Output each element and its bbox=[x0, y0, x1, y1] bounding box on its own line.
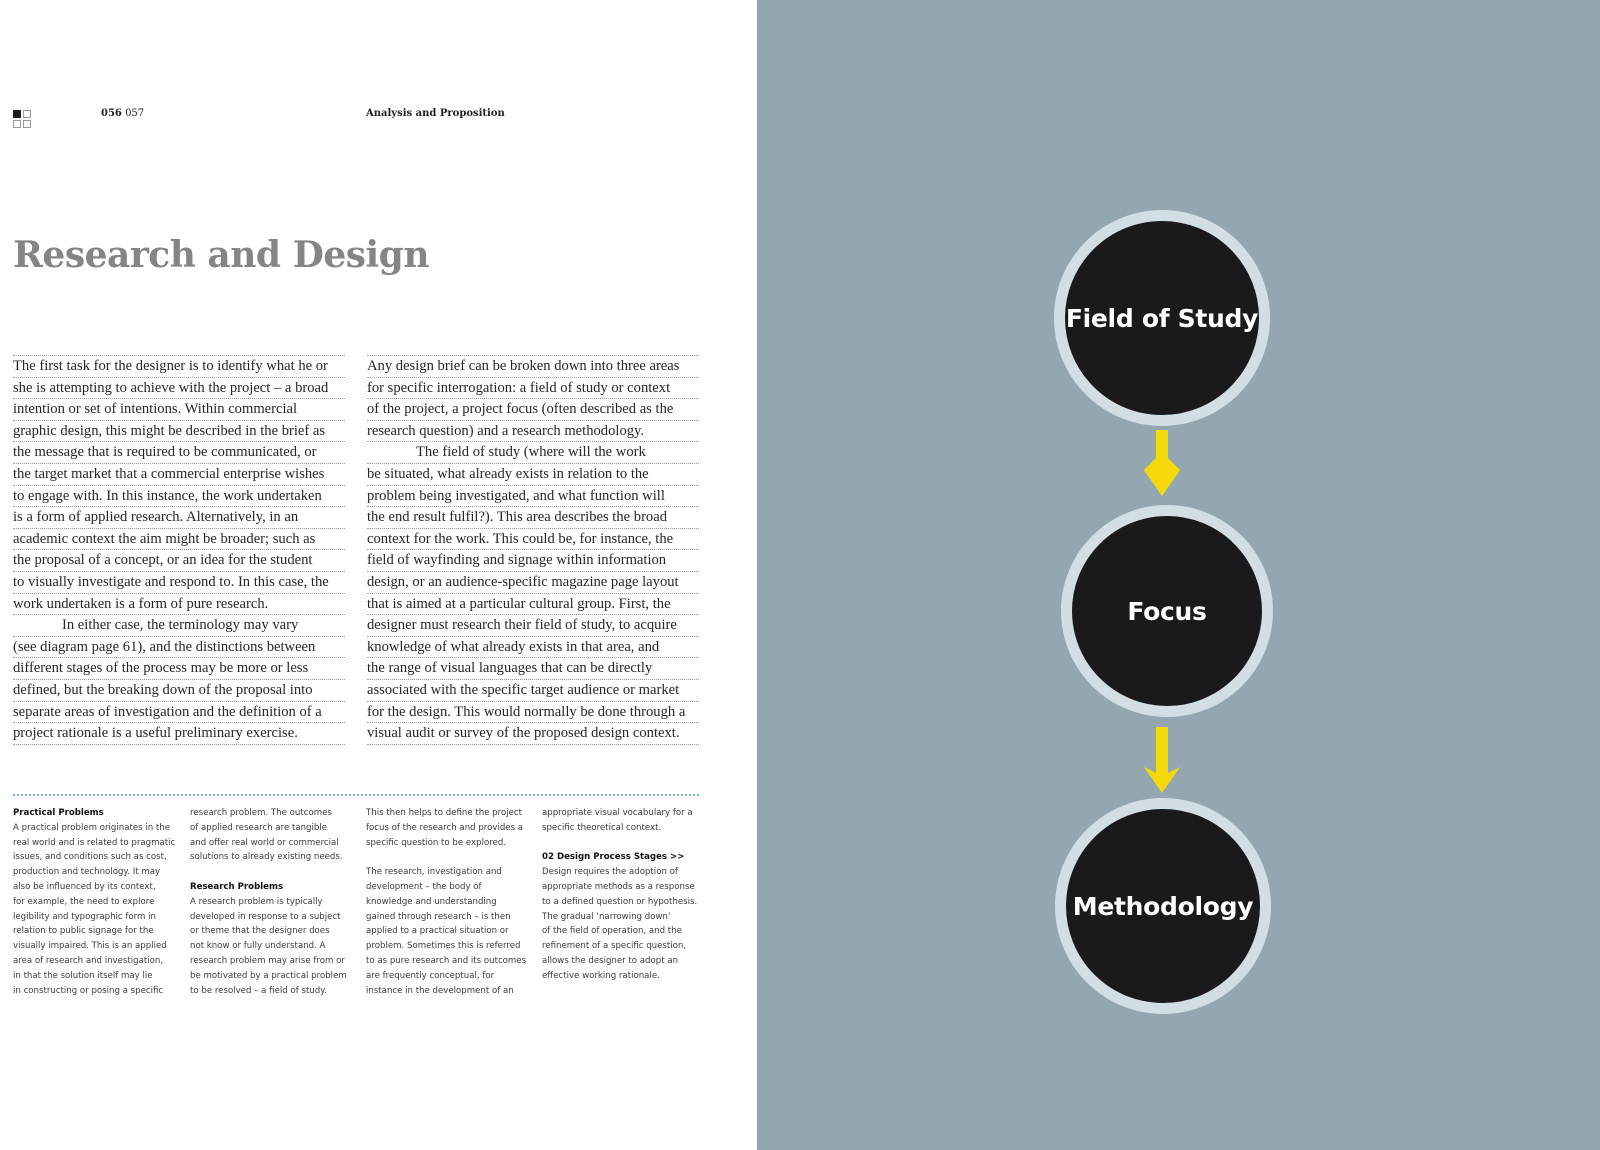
text-line: be motivated by a practical problem bbox=[190, 970, 347, 981]
text-line: design, or an audience-specific magazine page layout bbox=[367, 572, 699, 594]
text-line: in that the solution itself may lie bbox=[13, 970, 153, 981]
text-line: that is aimed at a particular cultural group. First, the bbox=[367, 594, 699, 616]
text-line: The first task for the designer is to identify what he or bbox=[13, 356, 345, 378]
text-line: applied to a practical situation or bbox=[366, 926, 509, 937]
text-line: work undertaken is a form of pure research. bbox=[13, 594, 345, 616]
text-line: to visually investigate and respond to. In this case, the bbox=[13, 572, 345, 594]
node-label: Focus bbox=[1127, 596, 1207, 626]
text-line: allows the designer to adopt an bbox=[542, 955, 679, 966]
text-line: not know or fully understand. A bbox=[190, 941, 326, 952]
text-line: the proposal of a concept, or an idea for the student bbox=[13, 550, 345, 572]
sidebar-column-4 bbox=[542, 806, 707, 984]
text-line: In either case, the terminology may vary bbox=[13, 615, 345, 637]
node-methodology bbox=[1055, 798, 1271, 1014]
running-head: Analysis and Proposition bbox=[366, 108, 505, 119]
text-line: knowledge of what already exists in that area, and bbox=[367, 637, 699, 659]
text-line: academic context the aim might be broader; such as bbox=[13, 529, 345, 551]
text-line: of applied research are tangible bbox=[190, 822, 328, 833]
text-line: context for the work. This could be, for instance, the bbox=[367, 529, 699, 551]
page-number-right: 057 bbox=[125, 108, 145, 119]
text-line: project rationale is a useful preliminary exercise. bbox=[13, 723, 345, 745]
text-line: research problem may arise from or bbox=[190, 955, 345, 966]
text-line: she is attempting to achieve with the project – a broad bbox=[13, 378, 345, 400]
page-numbers bbox=[101, 108, 144, 119]
text-line: be situated, what already exists in relation to the bbox=[367, 464, 699, 486]
text-line: real world and is related to pragmatic bbox=[13, 837, 176, 848]
text-line: and offer real world or commercial bbox=[190, 837, 339, 848]
text-line: issues, and conditions such as cost, bbox=[13, 852, 167, 863]
diagram-panel bbox=[757, 0, 1600, 1150]
text-line: intention or set of intentions. Within commercial bbox=[13, 399, 345, 421]
visual-vocabulary-text bbox=[542, 806, 707, 836]
node-focus bbox=[1061, 505, 1273, 717]
text-line: the message that is required to be communicated, or bbox=[13, 442, 345, 464]
text-line: (see diagram page 61), and the distinctions between bbox=[13, 637, 345, 659]
text-line: Design requires the adoption of bbox=[542, 867, 678, 878]
text-line: Any design brief can be broken down into three areas bbox=[367, 356, 699, 378]
text-line: appropriate visual vocabulary for a bbox=[542, 808, 693, 818]
practical-problems-continued bbox=[190, 806, 355, 865]
design-process-text bbox=[542, 865, 707, 983]
text-line: field of wayfinding and signage within information bbox=[367, 550, 699, 572]
text-line: to a defined question or hypothesis. bbox=[542, 896, 698, 907]
text-line: in constructing or posing a specific bbox=[13, 985, 164, 996]
folio-grid-icon bbox=[13, 110, 33, 130]
text-line: the target market that a commercial enterprise wishes bbox=[13, 464, 345, 486]
text-line: focus of the research and provides a bbox=[366, 822, 524, 833]
text-line: are frequently conceptual, for bbox=[366, 970, 495, 981]
node-field-of-study bbox=[1054, 210, 1270, 426]
arrow-down-icon bbox=[1142, 430, 1182, 500]
text-line: to as pure research and its outcomes bbox=[366, 955, 527, 966]
node-label: Methodology bbox=[1072, 891, 1254, 921]
text-line: the end result fulfil?). This area describes the broad bbox=[367, 507, 699, 529]
text-line: of the project, a project focus (often described as the bbox=[367, 399, 699, 421]
page-title: Research and Design bbox=[13, 234, 430, 276]
text-line: relation to public signage for the bbox=[13, 926, 154, 937]
text-line: gained through research – is then bbox=[366, 911, 511, 922]
text-line: for example, the need to explore bbox=[13, 896, 155, 907]
text-line: to engage with. In this instance, the work undertaken bbox=[13, 486, 345, 508]
sidebar-column-3 bbox=[366, 806, 531, 998]
text-line: production and technology. It may bbox=[13, 867, 161, 878]
text-line: of the field of operation, and the bbox=[542, 926, 682, 937]
text-line: legibility and typographic form in bbox=[13, 911, 156, 922]
text-line: associated with the specific target audience or market bbox=[367, 680, 699, 702]
page-number-left: 056 bbox=[101, 108, 122, 119]
sidebar-column-1 bbox=[13, 806, 178, 998]
text-line: solutions to already existing needs. bbox=[190, 852, 343, 863]
text-line: designer must research their field of study, to acquire bbox=[367, 615, 699, 637]
text-line: problem being investigated, and what function will bbox=[367, 486, 699, 508]
text-line: also be influenced by its context, bbox=[13, 881, 156, 892]
text-line: different stages of the process may be more or less bbox=[13, 658, 345, 680]
text-line: refinement of a specific question, bbox=[542, 941, 687, 952]
text-line: The gradual ‘narrowing down’ bbox=[542, 911, 671, 922]
text-line: separate areas of investigation and the definition of a bbox=[13, 702, 345, 724]
text-line: development – the body of bbox=[366, 881, 482, 892]
text-line: knowledge and understanding bbox=[366, 896, 497, 907]
text-line: appropriate methods as a response bbox=[542, 881, 695, 892]
text-line: The research, investigation and bbox=[366, 867, 502, 878]
text-line: visual audit or survey of the proposed design context. bbox=[367, 723, 699, 745]
text-line: the range of visual languages that can be directly bbox=[367, 658, 699, 680]
text-line: specific theoretical context. bbox=[542, 822, 662, 833]
text-line: visually impaired. This is an applied bbox=[13, 941, 167, 952]
text-line: is a form of applied research. Alternatively, in an bbox=[13, 507, 345, 529]
text-line: instance in the development of an bbox=[366, 985, 514, 996]
node-label: Field of Study bbox=[1065, 303, 1259, 333]
research-problems-heading: Research Problems bbox=[190, 881, 284, 892]
text-line: for specific interrogation: a field of study or context bbox=[367, 378, 699, 400]
text-line: developed in response to a subject bbox=[190, 911, 341, 922]
left-page bbox=[0, 0, 757, 1150]
text-line: research problem. The outcomes bbox=[190, 808, 332, 818]
practical-problems-heading: Practical Problems bbox=[13, 808, 104, 818]
text-line: to be resolved – a field of study. bbox=[190, 985, 327, 996]
practical-problems-text bbox=[13, 821, 178, 999]
project-focus-text bbox=[366, 806, 531, 850]
design-process-stages-link[interactable]: 02 Design Process Stages >> bbox=[542, 852, 685, 863]
body-column-a bbox=[13, 355, 345, 745]
text-line: for the design. This would normally be done through a bbox=[367, 702, 699, 724]
text-line: The field of study (where will the work bbox=[367, 442, 699, 464]
text-line: area of research and investigation, bbox=[13, 955, 164, 966]
sidebar-column-2 bbox=[190, 806, 355, 998]
pure-research-text bbox=[366, 865, 531, 998]
sidebar-divider bbox=[13, 794, 699, 796]
text-line: defined, but the breaking down of the proposal into bbox=[13, 680, 345, 702]
text-line: problem. Sometimes this is referred bbox=[366, 941, 521, 952]
text-line: effective working rationale. bbox=[542, 970, 660, 981]
text-line: or theme that the designer does bbox=[190, 926, 330, 937]
text-line: research question) and a research methodology. bbox=[367, 421, 699, 443]
arrow-down-icon bbox=[1142, 727, 1182, 797]
text-line: specific question to be explored. bbox=[366, 837, 507, 848]
body-column-b bbox=[367, 355, 699, 745]
text-line: graphic design, this might be described in the brief as bbox=[13, 421, 345, 443]
text-line: A practical problem originates in the bbox=[13, 822, 171, 833]
text-line: A research problem is typically bbox=[190, 896, 323, 907]
research-problems-text bbox=[190, 895, 355, 999]
text-line: This then helps to define the project bbox=[366, 808, 523, 818]
